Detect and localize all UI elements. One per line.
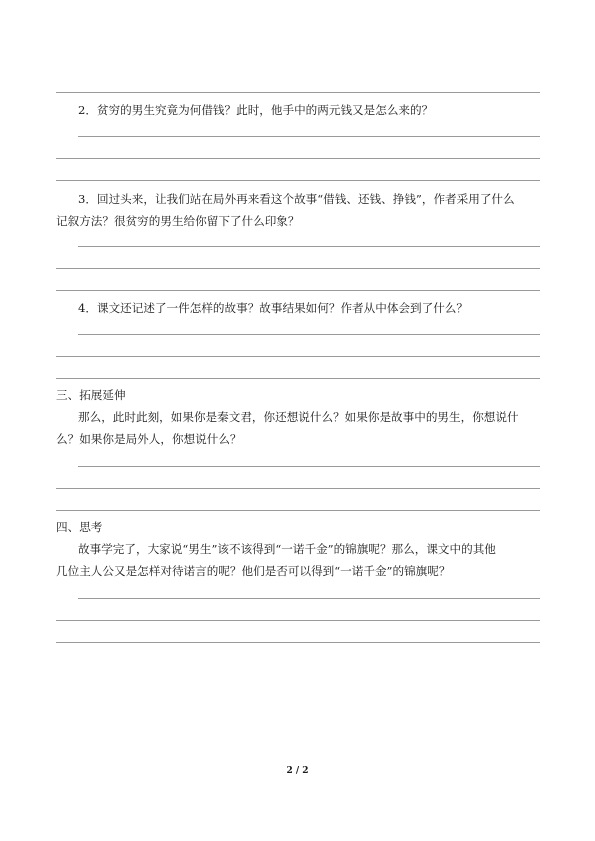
answer-line [56,378,540,379]
answer-line [78,334,540,335]
answer-line [56,488,540,489]
answer-line [56,92,540,93]
section-4-line-1: 故事学完了，大家说“男生”该不该得到“一诺千金”的锦旗呢？那么，课文中的其他 [78,542,496,556]
question-3-line-2: 记叙方法？很贫穷的男生给你留下了什么印象？ [56,214,300,228]
section-3-line-2: 么？如果你是局外人，你想说什么？ [56,432,242,446]
question-4: 4．课文还记述了一件怎样的故事？故事结果如何？作者从中体会到了什么？ [78,301,468,315]
question-3-line-1: 3．回过头来，让我们站在局外再来看这个故事“借钱、还钱、挣钱”，作者采用了什么 [78,192,515,206]
section-3-line-1: 那么，此时此刻，如果你是秦文君，你还想说什么？如果你是故事中的男生，你想说什 [78,410,519,424]
answer-line [78,246,540,247]
answer-line [56,158,540,159]
answer-line [56,620,540,621]
answer-line [56,356,540,357]
answer-line [56,510,540,511]
answer-line [56,642,540,643]
answer-line [56,290,540,291]
question-2: 2．贫穷的男生究竟为何借钱？此时，他手中的两元钱又是怎么来的？ [78,103,434,117]
answer-line [56,268,540,269]
answer-line [78,136,540,137]
section-heading-thinking: 四、思考 [56,520,103,534]
section-heading-extension: 三、拓展延伸 [56,388,126,402]
section-4-line-2: 几位主人公又是怎样对待诺言的呢？他们是否可以得到“一诺千金”的锦旗呢？ [56,564,451,578]
answer-line [78,598,540,599]
answer-line [78,466,540,467]
answer-line [56,180,540,181]
page-number: 2 / 2 [286,766,309,776]
